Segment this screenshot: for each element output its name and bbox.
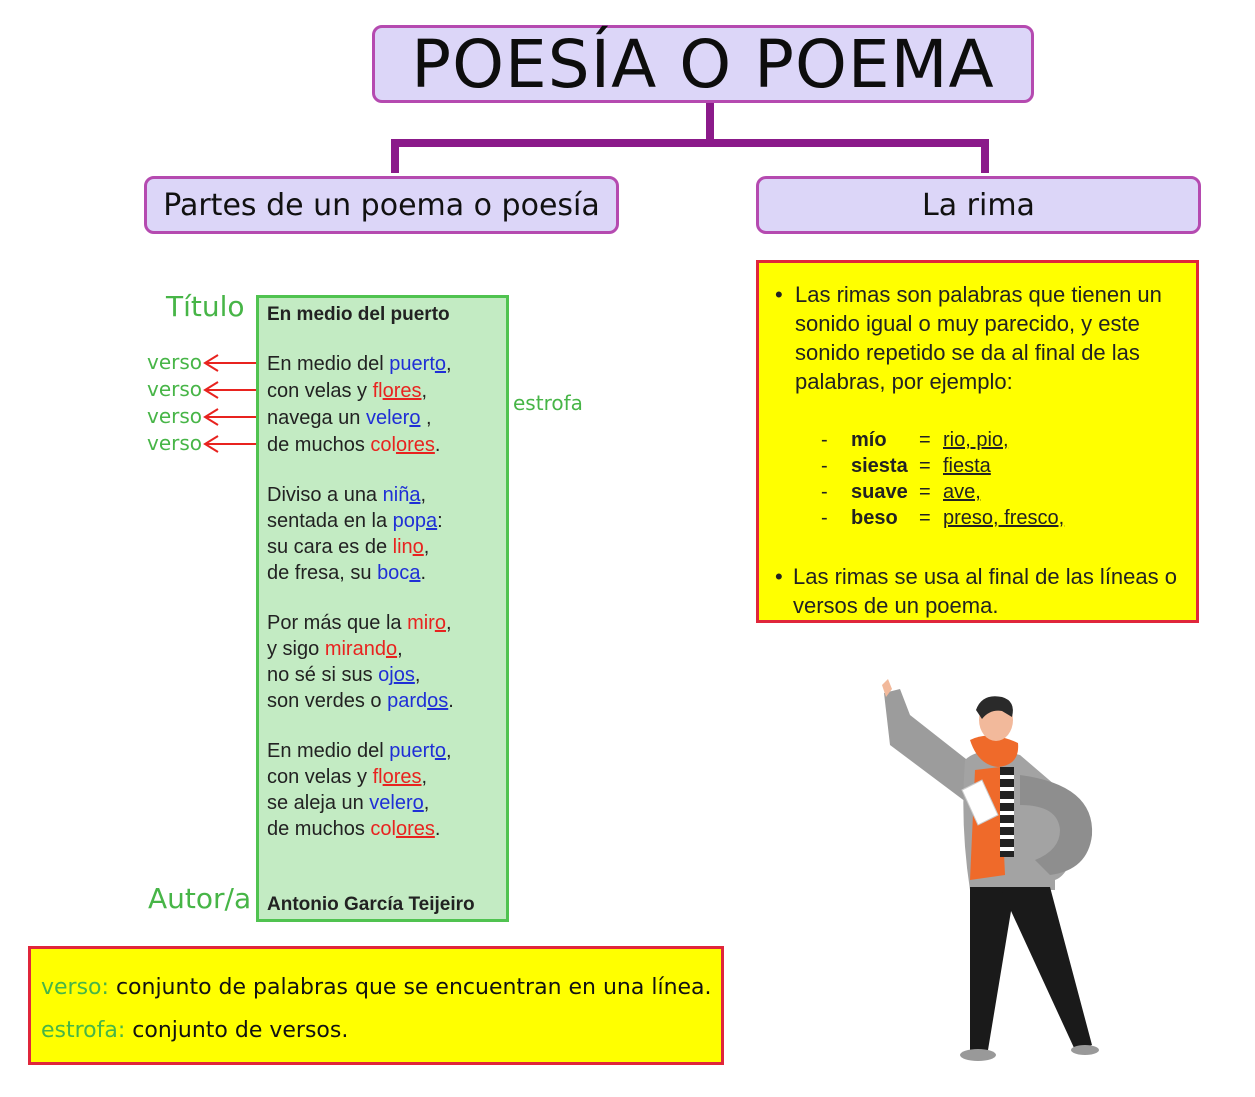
rhyme-word-start: oj bbox=[378, 664, 394, 686]
definition-term: verso bbox=[41, 975, 102, 1000]
verse-punct: : bbox=[437, 510, 443, 532]
rhyme-ending: o bbox=[434, 740, 447, 762]
rhyme-word-start: puert bbox=[389, 353, 435, 375]
example-word: beso bbox=[851, 507, 898, 529]
verse-punct: . bbox=[434, 818, 441, 840]
rhyme-example bbox=[821, 455, 991, 478]
verse-punct: , bbox=[421, 766, 428, 788]
poem-verse bbox=[267, 638, 403, 661]
poem-author: Antonio García Teijeiro bbox=[267, 894, 475, 915]
verse-text: de muchos bbox=[267, 434, 371, 456]
rhyme-word-start: pard bbox=[387, 690, 428, 712]
poem-verse bbox=[267, 407, 432, 430]
label-verso-1: verso bbox=[147, 350, 203, 374]
poem-verse bbox=[267, 690, 454, 713]
rhyme-word-start: col bbox=[370, 818, 396, 840]
verse-text: y sigo bbox=[267, 638, 325, 660]
rhyme-example bbox=[821, 481, 981, 504]
verse-text: no sé si sus bbox=[267, 664, 379, 686]
poem-verse bbox=[267, 380, 427, 403]
verse-punct: , bbox=[420, 407, 432, 429]
connector-lines bbox=[0, 0, 1255, 200]
poem-verse bbox=[267, 818, 440, 841]
verse-text: con velas y bbox=[267, 766, 373, 788]
rhyme-ending: os bbox=[393, 664, 415, 686]
poem-verse bbox=[267, 612, 452, 635]
verse-punct: . bbox=[434, 434, 441, 456]
verse-punct: , bbox=[423, 792, 430, 814]
verse-punct: , bbox=[414, 664, 421, 686]
right-heading: La rima bbox=[756, 176, 1201, 234]
bullet-2-marker: • bbox=[775, 564, 783, 589]
rhyme-ending: ores bbox=[395, 434, 435, 456]
example-word: mío bbox=[851, 429, 887, 451]
example-equals: = bbox=[919, 429, 931, 451]
rima-bullet-1: Las rimas son palabras que tienen un sonido igual o muy parecido, y este sonido repetido se da al final de las palabras, por ejemplo: bbox=[795, 282, 1162, 394]
rima-box bbox=[756, 260, 1199, 623]
poem-verse bbox=[267, 510, 443, 533]
poem-verse bbox=[267, 740, 452, 763]
verse-text: sentada en la bbox=[267, 510, 393, 532]
verse-text: de muchos bbox=[267, 818, 371, 840]
rhyme-word-start: mir bbox=[407, 612, 435, 634]
rhyme-ending: o bbox=[434, 353, 447, 375]
label-titulo: Título bbox=[166, 290, 245, 323]
poem-verse bbox=[267, 484, 426, 507]
verse-punct: , bbox=[423, 536, 430, 558]
bullet-1-marker: • bbox=[775, 282, 783, 307]
rhyme-word-start: pop bbox=[392, 510, 427, 532]
definition-text: conjunto de palabras que se encuentran en una línea. bbox=[108, 975, 712, 1000]
rhyme-ending: ores bbox=[382, 766, 422, 788]
poem-verse bbox=[267, 353, 452, 376]
poem-verse bbox=[267, 562, 426, 585]
verse-text: navega un bbox=[267, 407, 366, 429]
verse-text: Diviso a una bbox=[267, 484, 383, 506]
verse-text: son verdes o bbox=[267, 690, 388, 712]
poem-verse bbox=[267, 536, 429, 559]
rhyme-word-start: fl bbox=[372, 766, 383, 788]
rhyme-ending: ores bbox=[382, 380, 422, 402]
label-verso-3: verso bbox=[147, 404, 203, 428]
rima-bullet-2: Las rimas se usa al final de las líneas o versos de un poema. bbox=[793, 564, 1177, 618]
verse-punct: , bbox=[446, 353, 452, 375]
verse-text: se aleja un bbox=[267, 792, 370, 814]
verse-punct: , bbox=[397, 638, 403, 660]
example-rhymes: preso, fresco, bbox=[943, 507, 1065, 529]
example-rhymes: fiesta bbox=[943, 455, 991, 477]
verse-punct: , bbox=[421, 380, 428, 402]
person-illustration bbox=[870, 675, 1110, 1065]
rhyme-word-start: veler bbox=[365, 407, 410, 429]
poem-title: En medio del puerto bbox=[267, 304, 450, 325]
example-dash: - bbox=[821, 455, 828, 477]
rhyme-word-start: lin bbox=[392, 536, 413, 558]
verse-text: con velas y bbox=[267, 380, 373, 402]
label-estrofa: estrofa bbox=[513, 391, 583, 415]
verse-text: Por más que la bbox=[267, 612, 408, 634]
rhyme-word-start: puert bbox=[389, 740, 435, 762]
poem-box bbox=[256, 295, 509, 922]
example-word: siesta bbox=[851, 455, 908, 477]
verse-punct: , bbox=[445, 612, 452, 634]
poem-verse bbox=[267, 792, 429, 815]
poem-verse bbox=[267, 664, 420, 687]
rhyme-ending: a bbox=[409, 484, 421, 506]
definitions-box bbox=[28, 946, 724, 1065]
definition-verso: verso: conjunto de palabras que se encuentran en una línea. bbox=[41, 975, 712, 1000]
rhyme-ending: o bbox=[409, 407, 421, 429]
verse-punct: . bbox=[420, 562, 426, 584]
verse-punct: , bbox=[420, 484, 427, 506]
verse-punct: . bbox=[448, 690, 454, 712]
verse-text: En medio del bbox=[267, 353, 390, 375]
example-rhymes: rio, pio, bbox=[943, 429, 1009, 451]
rhyme-ending: o bbox=[412, 536, 424, 558]
example-rhymes: ave, bbox=[943, 481, 981, 503]
rhyme-ending: a bbox=[409, 562, 421, 584]
example-word: suave bbox=[851, 481, 908, 503]
rhyme-word-start: veler bbox=[369, 792, 413, 814]
rhyme-ending: o bbox=[434, 612, 446, 634]
example-equals: = bbox=[919, 507, 931, 529]
rhyme-word-start: col bbox=[370, 434, 396, 456]
rhyme-word-start: fl bbox=[372, 380, 383, 402]
verse-text: de fresa, su bbox=[267, 562, 378, 584]
rhyme-word-start: mirand bbox=[324, 638, 386, 660]
verse-text: En medio del bbox=[267, 740, 390, 762]
example-dash: - bbox=[821, 429, 828, 451]
rhyme-example bbox=[821, 507, 1064, 530]
main-title: POESÍA O POEMA bbox=[372, 25, 1034, 103]
label-verso-2: verso bbox=[147, 377, 203, 401]
example-equals: = bbox=[919, 481, 931, 503]
example-equals: = bbox=[919, 455, 931, 477]
verse-punct: , bbox=[446, 740, 452, 762]
rhyme-example bbox=[821, 429, 1009, 452]
verse-text: su cara es de bbox=[267, 536, 393, 558]
definition-estrofa: estrofa: conjunto de versos. bbox=[41, 1018, 349, 1043]
label-autor: Autor/a bbox=[148, 882, 252, 915]
left-heading: Partes de un poema o poesía bbox=[144, 176, 619, 234]
rhyme-ending: o bbox=[412, 792, 424, 814]
rhyme-ending: a bbox=[426, 510, 438, 532]
rhyme-ending: ores bbox=[395, 818, 435, 840]
poem-verse bbox=[267, 766, 427, 789]
rhyme-word-start: niñ bbox=[382, 484, 410, 506]
definition-text: conjunto de versos. bbox=[125, 1018, 349, 1043]
example-dash: - bbox=[821, 481, 828, 503]
rhyme-ending: o bbox=[385, 638, 398, 660]
poem-verse bbox=[267, 434, 440, 457]
example-dash: - bbox=[821, 507, 828, 529]
label-verso-4: verso bbox=[147, 431, 203, 455]
rhyme-word-start: boc bbox=[377, 562, 410, 584]
rhyme-ending: os bbox=[427, 690, 449, 712]
definition-term: estrofa bbox=[41, 1018, 118, 1043]
